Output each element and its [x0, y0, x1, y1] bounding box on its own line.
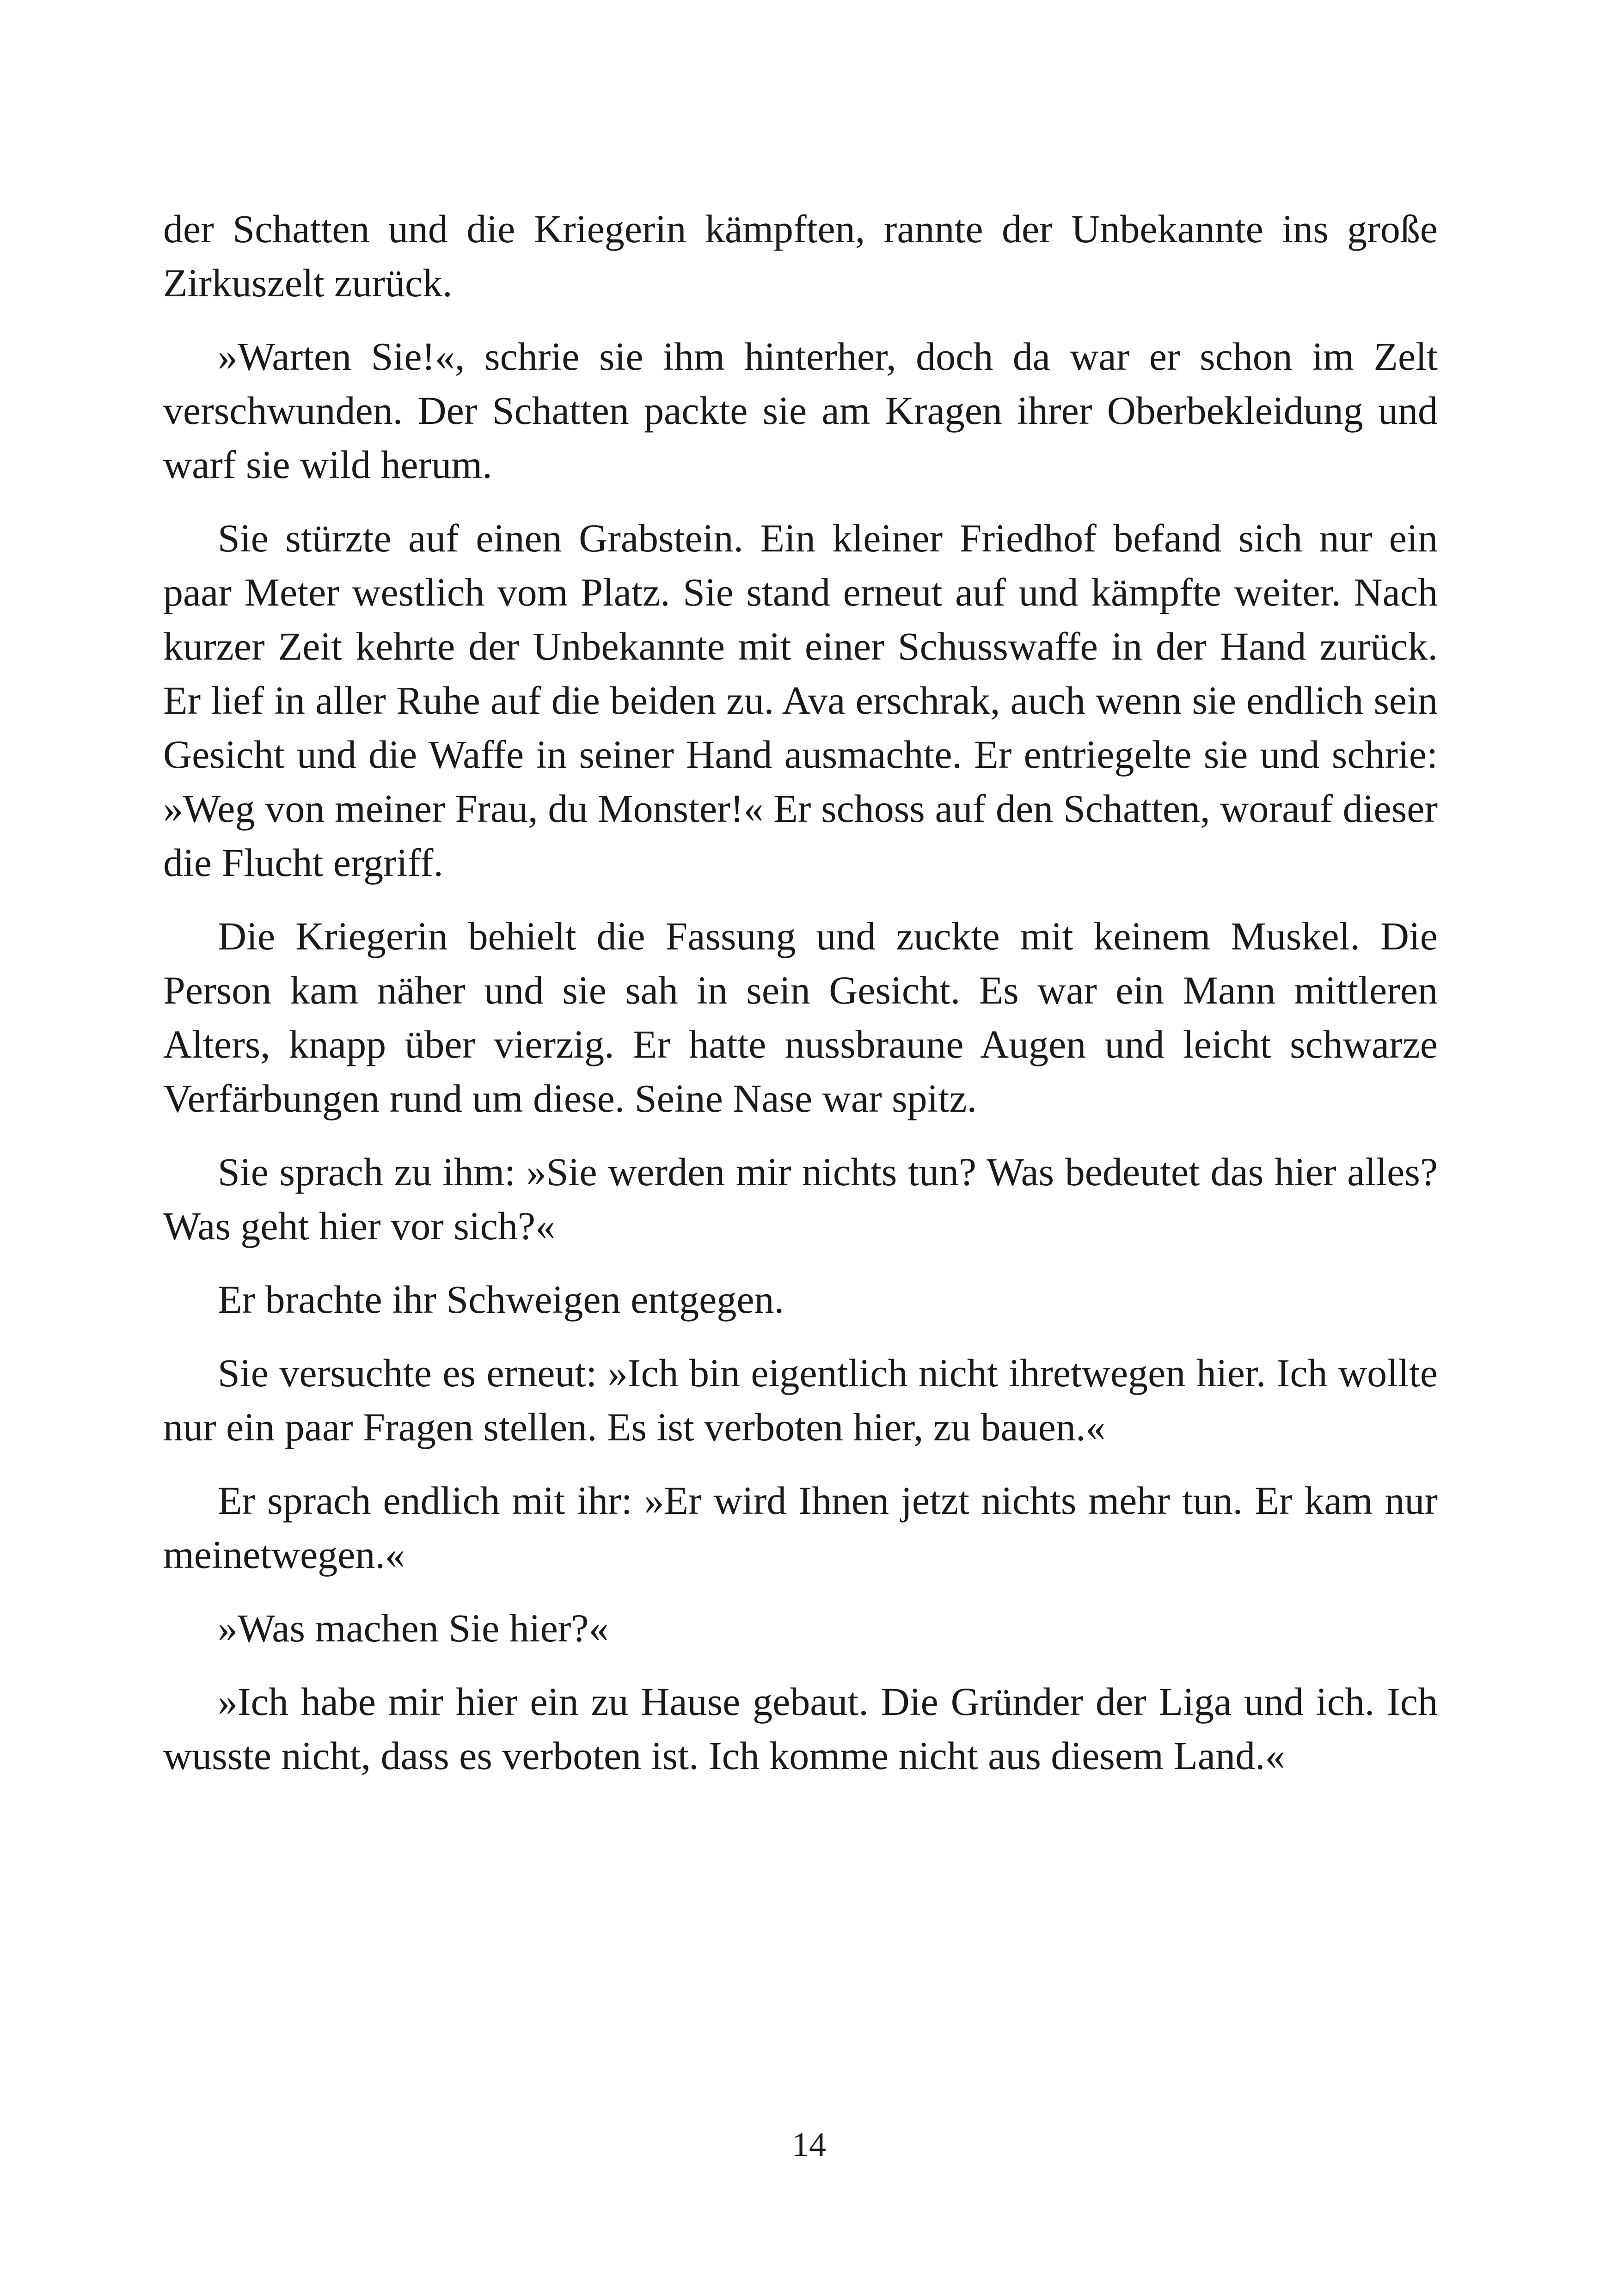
- paragraph-4: Die Kriegerin behielt die Fassung und zuckte mit keinem Muskel. Die Person kam näher und sie sah in sein Gesicht. Es war ein Mann mittleren Alters, knapp über vierzig. Er hatte nussbraune Augen und leicht schwarze Verfärbungen rund um diese. Seine Nase war spitz.: [163, 914, 1438, 1120]
- paragraph-5: Sie sprach zu ihm: »Sie werden mir nichts tun? Was bedeutet das hier alles? Was geht hier vor sich?«: [163, 1150, 1438, 1248]
- paragraph-8: Er sprach endlich mit ihr: »Er wird Ihnen jetzt nichts mehr tun. Er kam nur meinetwegen.«: [163, 1478, 1438, 1577]
- page-number: 14: [792, 2126, 826, 2164]
- paragraph-1: der Schatten und die Kriegerin kämpften, rannte der Unbekannte ins große Zirkuszelt zurück.: [163, 207, 1438, 305]
- paragraph-3: Sie stürzte auf einen Grabstein. Ein kleiner Friedhof befand sich nur ein paar Meter westlich vom Platz. Sie stand erneut auf und kämpfte weiter. Nach kurzer Zeit kehrte der Unbekannte mit einer Schusswaffe in der Hand zurück. Er lief in aller Ruhe auf die beiden zu. Ava erschrak, auch wenn sie endlich sein Gesicht und die Waffe in seiner Hand ausmachte. Er entriegelte sie und schrie: »Weg von meiner Frau, du Monster!« Er schoss auf den Schatten, worauf dieser die Flucht ergriff.: [163, 516, 1438, 885]
- paragraph-9: »Was machen Sie hier?«: [218, 1606, 609, 1650]
- body-text: [163, 202, 1438, 1802]
- paragraph-6: Er brachte ihr Schweigen entgegen.: [218, 1277, 784, 1322]
- paragraph-2: »Warten Sie!«, schrie sie ihm hinterher, doch da war er schon im Zelt verschwunden. Der Schatten packte sie am Kragen ihrer Oberbekleidung und warf sie wild herum.: [163, 334, 1438, 487]
- paragraph-10: »Ich habe mir hier ein zu Hause gebaut. Die Gründer der Liga und ich. Ich wusste nicht, dass es verboten ist. Ich komme nicht aus diesem Land.«: [163, 1679, 1438, 1778]
- paragraph-7: Sie versuchte es erneut: »Ich bin eigentlich nicht ihretwegen hier. Ich wollte nur ein paar Fragen stellen. Es ist verboten hier, zu bauen.«: [163, 1351, 1438, 1449]
